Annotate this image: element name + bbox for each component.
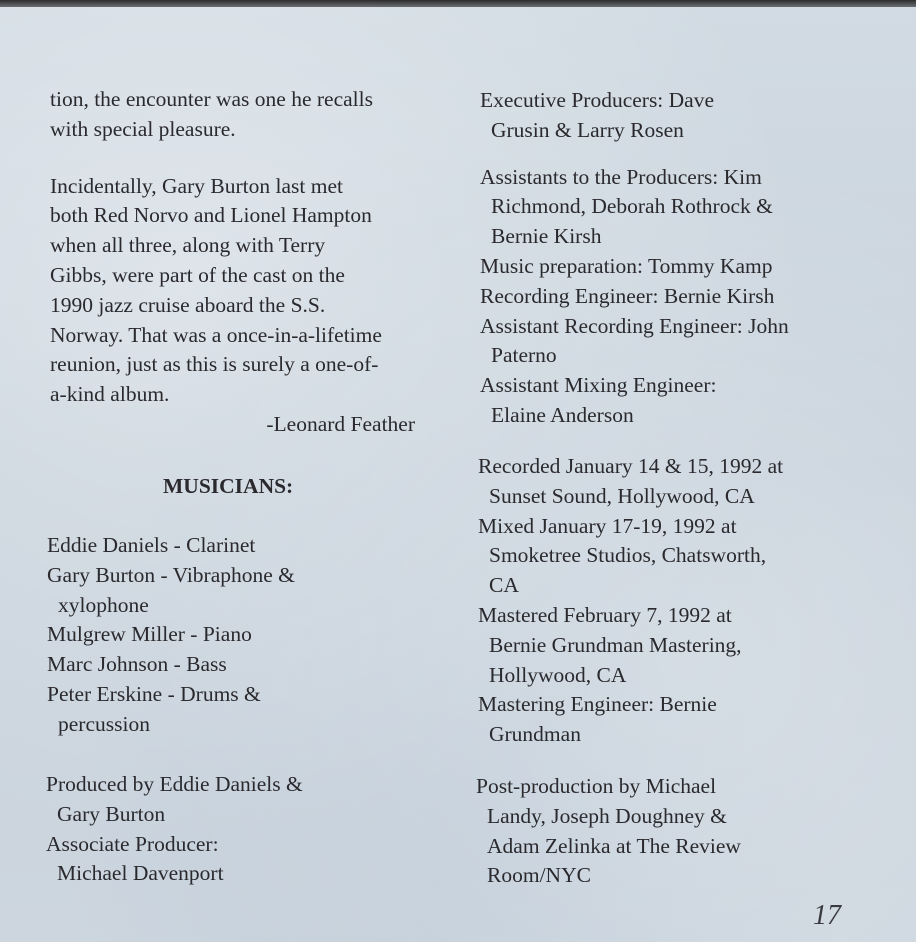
- closing-paragraph: [50, 172, 440, 410]
- text-line: reunion, just as this is surely a one-of-: [50, 352, 379, 377]
- musician-entry: Marc Johnson - Bass: [47, 652, 227, 677]
- text-line: both Red Norvo and Lionel Hampton: [50, 203, 372, 228]
- page-number: 17: [813, 900, 841, 931]
- mastered-info: Mastered February 7, 1992 at Bernie Grundman Mastering, Hollywood, CA: [478, 602, 742, 687]
- musician-entry: Gary Burton - Vibraphone & xylophone: [47, 562, 295, 617]
- executive-producers: Executive Producers: Dave Grusin & Larry Rosen: [480, 88, 715, 142]
- musician-entry: Eddie Daniels - Clarinet: [47, 533, 256, 557]
- musician-entry: Mulgrew Miller - Piano: [47, 622, 252, 647]
- musicians-heading: MUSICIANS:: [163, 474, 294, 498]
- associate-producer: Associate Producer: Michael Davenport: [46, 831, 224, 886]
- musicians-list: [47, 531, 347, 740]
- assistant-mixing-engineer: Assistant Mixing Engineer: Elaine Anderson: [480, 373, 717, 427]
- top-edge: [0, 0, 916, 7]
- music-preparation: Music preparation: Tommy Kamp: [480, 253, 773, 278]
- text-line: when all three, along with Terry: [50, 233, 326, 258]
- text-line: 1990 jazz cruise aboard the S.S.: [50, 292, 326, 317]
- assistants-to-producers: Assistants to the Producers: Kim Richmond, Deborah Rothrock & Bernie Kirsh: [480, 164, 773, 249]
- left-column: [50, 85, 440, 440]
- text-line: a-kind album.: [50, 382, 170, 407]
- recorded-info: Recorded January 14 & 15, 1992 at Sunset Sound, Hollywood, CA: [478, 454, 784, 508]
- intro-continuation: [50, 85, 440, 145]
- assistant-recording-engineer: Assistant Recording Engineer: John Paterno: [480, 313, 789, 368]
- text-line: Incidentally, Gary Burton last met: [50, 173, 343, 198]
- recording-engineer: Recording Engineer: Bernie Kirsh: [480, 283, 775, 308]
- text-line: Norway. That was a once-in-a-lifetime: [50, 322, 382, 347]
- musician-entry: Peter Erskine - Drums & percussion: [47, 681, 261, 736]
- right-column-studios: [478, 452, 833, 750]
- mixed-info: Mixed January 17-19, 1992 at Smoketree Studios, Chatsworth, CA: [478, 513, 767, 598]
- right-column-top: [480, 86, 825, 431]
- produced-by: Produced by Eddie Daniels & Gary Burton: [46, 772, 303, 826]
- text-line: with special pleasure.: [50, 116, 236, 141]
- author-signature: -Leonard Feather: [266, 411, 415, 436]
- post-production: Post-production by Michael Landy, Joseph Doughney & Adam Zelinka at The Review Room/NYC: [476, 774, 741, 888]
- right-column-post: [476, 772, 776, 891]
- mastering-engineer: Mastering Engineer: Bernie Grundman: [478, 692, 717, 747]
- text-line: tion, the encounter was one he recalls: [50, 87, 373, 111]
- producer-credits: [46, 770, 346, 889]
- text-line: Gibbs, were part of the cast on the: [50, 262, 345, 287]
